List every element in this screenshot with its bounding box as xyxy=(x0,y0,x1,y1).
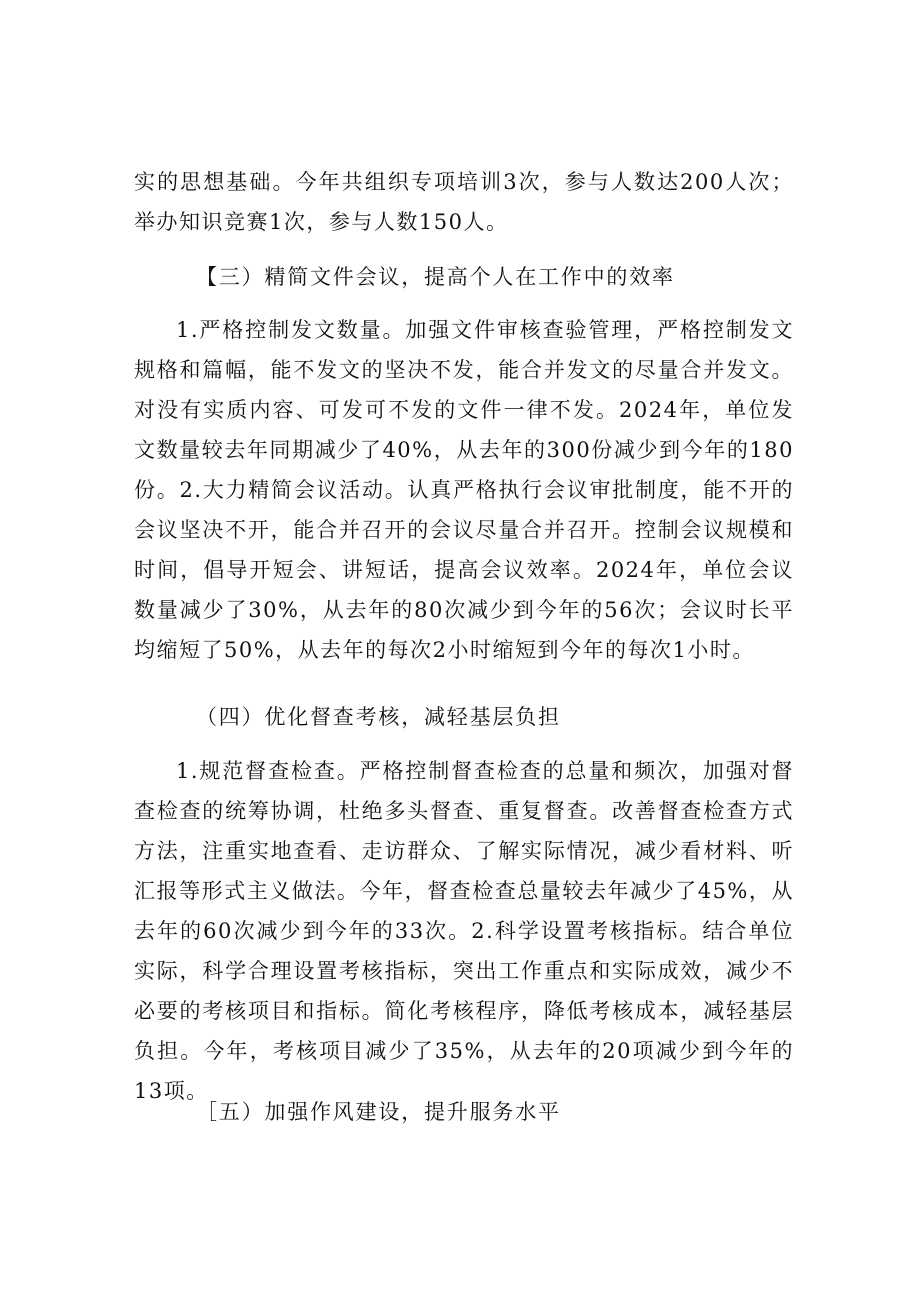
paragraph-training-summary: 实的思想基础。今年共组织专项培训3次，参与人数达200人次；举办知识竞赛1次，参与人数150人。 xyxy=(134,170,794,234)
paragraph-inspection-assessment: 1.规范督查检查。严格控制督查检查的总量和频次，加强对督查检查的统筹协调，杜绝多头督查、重复督查。改善督查检查方式方法，注重实地查看、走访群众、了解实际情况，减少看材料、听汇报等形式主义做法。今年，督查检查总量较去年减少了45%，从去年的60次减少到今年的33次。2.科学设置考核指标。结合单位实际，科学合理设置考核指标，突出工作重点和实际成效，减少不必要的考核项目和指标。简化考核程序，降低考核成本，减轻基层负担。今年，考核项目减少了35%，从去年的20项减少到今年的13项。 xyxy=(134,759,794,1103)
paragraph-documents-meetings: 1.严格控制发文数量。加强文件审核查验管理，严格控制发文规格和篇幅，能不发文的坚决不发，能合并发文的尽量合并发文。对没有实质内容、可发可不发的文件一律不发。2024年，单位发文数量较去年同期减少了40%，从去年的300份减少到今年的180份。2.大力精简会议活动。认真严格执行会议审批制度，能不开的会议坚决不开，能合并召开的会议尽量合并召开。控制会议规模和时间，倡导开短会、讲短话，提高会议效率。2024年，单位会议数量减少了30%，从去年的80次减少到今年的56次；会议时长平均缩短了50%，从去年的每次2小时缩短到今年的每次1小时。 xyxy=(134,318,794,662)
section-heading-three: 【三）精简文件会议，提高个人在工作中的效率 xyxy=(196,265,675,289)
section-heading-four: （四）优化督查考核，减轻基层负担 xyxy=(196,705,561,729)
section-heading-five: ［五）加强作风建设，提升服务水平 xyxy=(196,1100,561,1124)
